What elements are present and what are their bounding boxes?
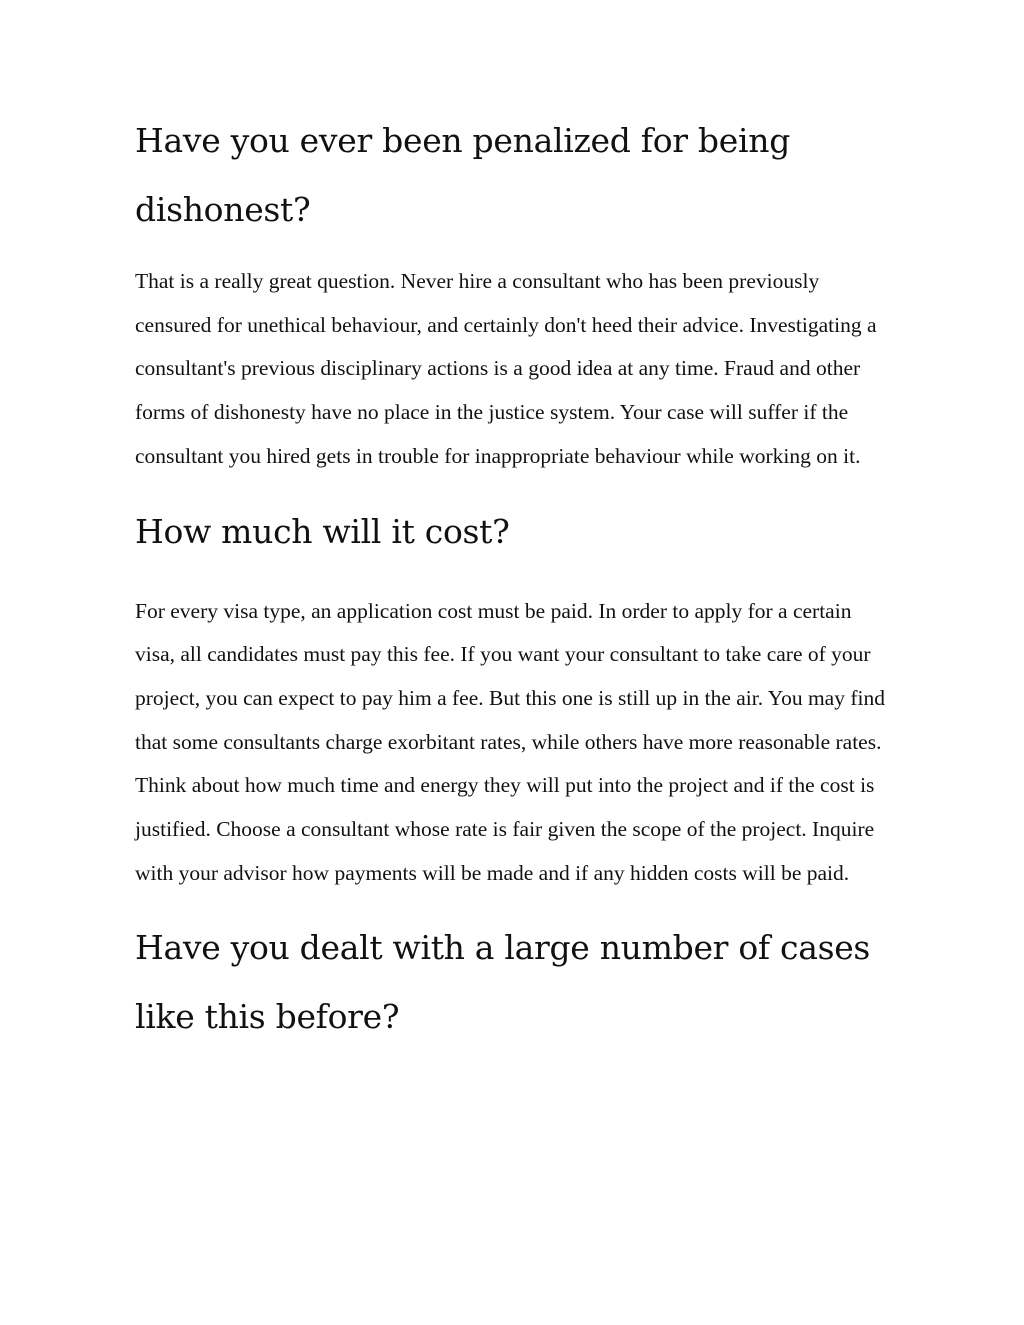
section-body-cost: For every visa type, an application cost must be paid. In order to apply for a certain visa, all candidates must pay this fee. If you want your consultant to take care of your project, you can expect to pay him a fee. But this one is still up in the air. You may find that some consultants charge exorbitant rates, while others have more reasonable rates. Think about how much time and energy they will put into the project and if the cost is justified. Choose a consultant whose rate is fair given the scope of the project. Inquire with your advisor how payments will be made and if any hidden costs will be paid. [135,598,885,885]
section-heading-experience: Have you dealt with a large number of cases like this before? [135,928,871,1037]
section-body-dishonesty: That is a really great question. Never hire a consultant who has been previously censured for unethical behaviour, and certainly don't heed their advice. Investigating a consultant's previous disciplinary actions is a good idea at any time. Fraud and other forms of dishonesty have no place in the justice system. Your case will suffer if the consultant you hired gets in trouble for inappropriate behaviour while working on it. [135,269,877,468]
document-page [135,106,895,1051]
section-heading-cost: How much will it cost? [135,511,510,551]
section-heading-dishonesty: Have you ever been penalized for being dishonest? [135,121,791,229]
